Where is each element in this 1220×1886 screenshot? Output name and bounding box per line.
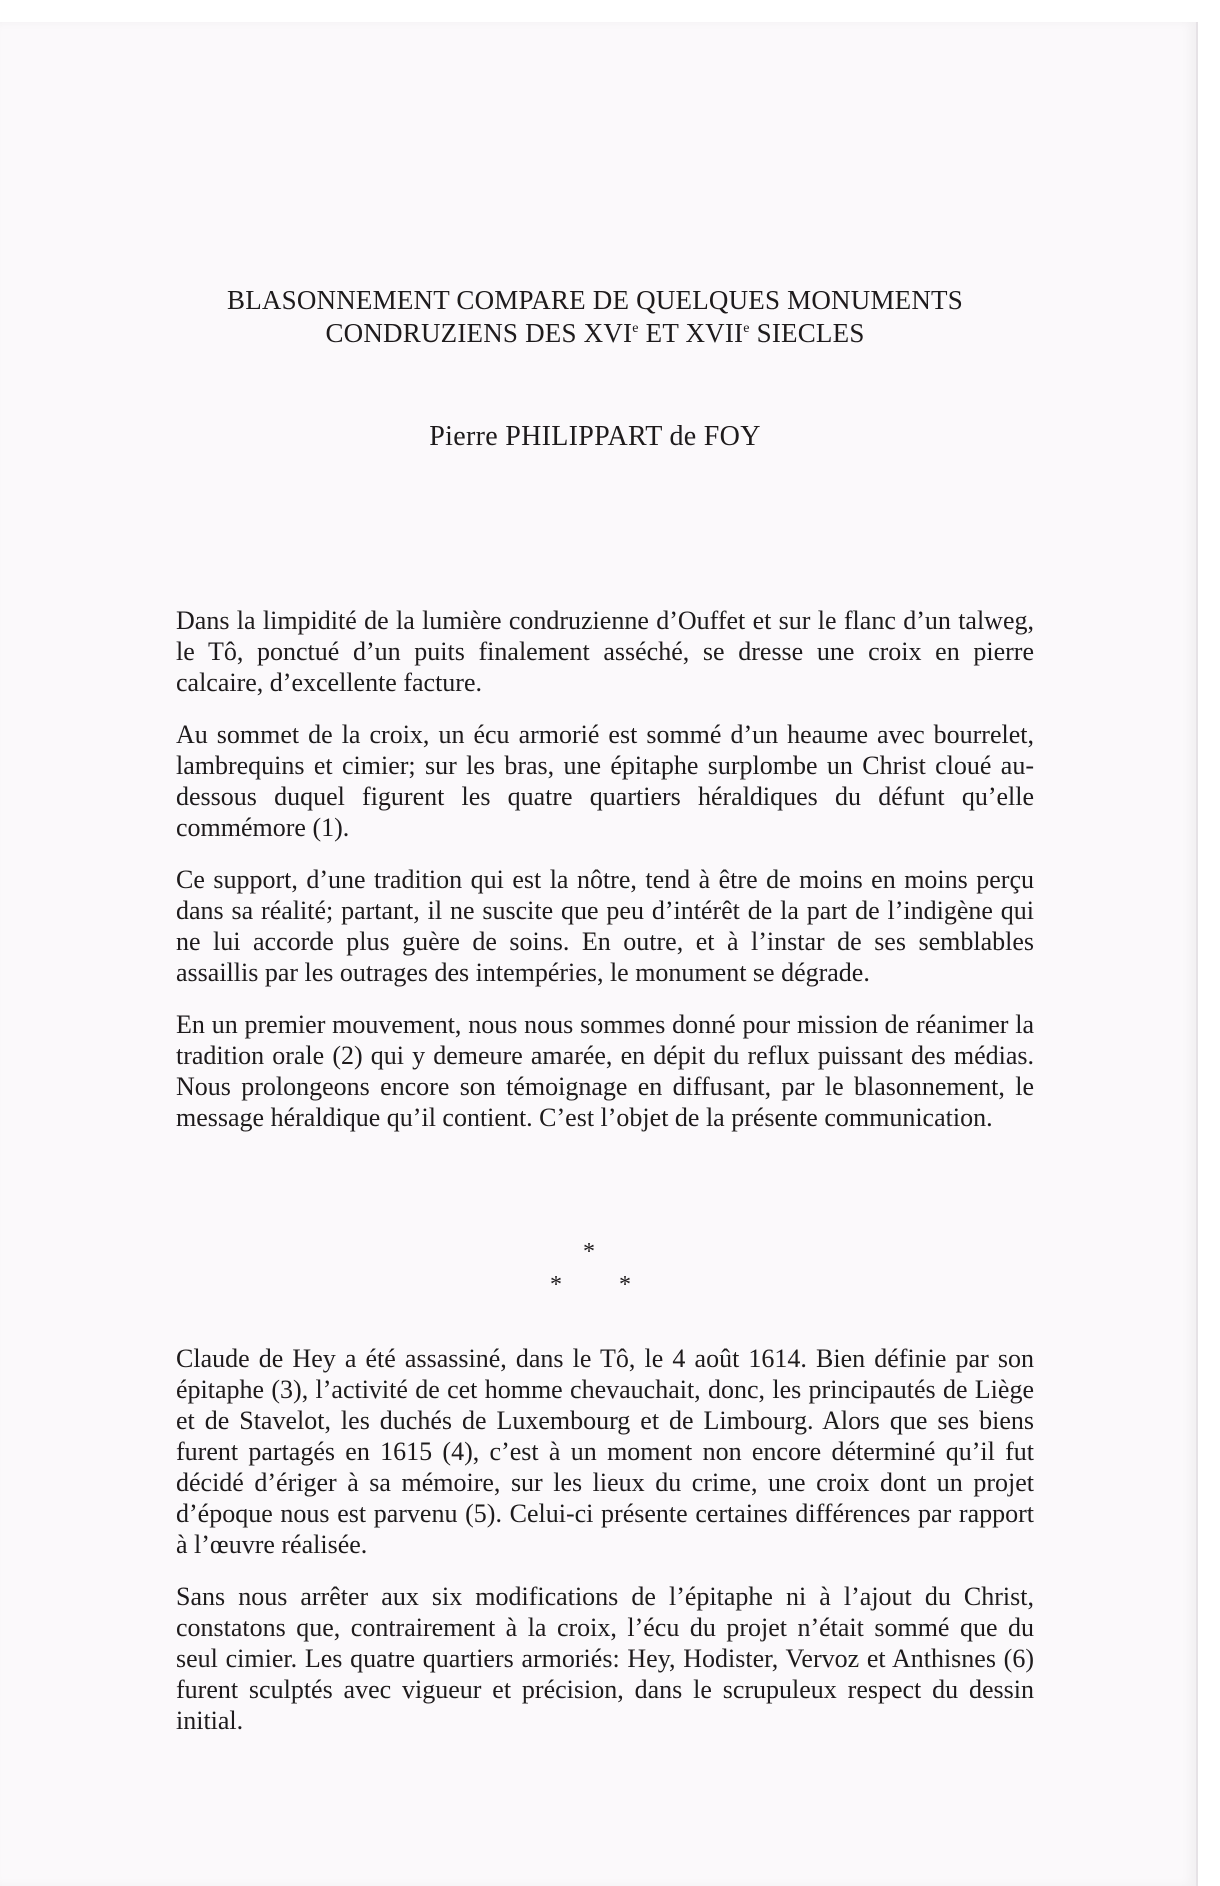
superscript-e-1: e [632,321,639,336]
article-title [130,284,1060,350]
title-line-2-part-c: SIECLES [749,318,865,348]
asterism-star-right: * [619,1272,631,1298]
body-section-2 [176,1343,1034,1757]
paragraph-3: Ce support, d’une tradition qui est la nôtre, tend à être de moins en moins perçu dans sa réalité; partant, il ne suscite que peu d’intérêt de la part de l’indigène qui ne lui accorde plus guère de soins. En outre, et à l’instar de ses semblables assaillis par les outrages des intempéries, le monument se dégrade. [176,865,1034,987]
paragraph-2: Au sommet de la croix, un écu armorié est sommé d’un heaume avec bourrelet, lambrequins et cimier; sur les bras, une épitaphe surplombe un Christ cloué au-dessous duquel figurent les quatre quartiers héraldiques du défunt qu’elle commémore (1). [176,720,1034,842]
title-line-2 [130,317,1060,350]
asterism-star-left: * [550,1272,562,1298]
body-section-1 [176,605,1034,1154]
title-line-2-part-b: ET XVII [638,318,744,348]
paragraph-4: En un premier mouvement, nous nous sommes donné pour mission de réanimer la tradition orale (2) qui y demeure amarée, en dépit du reflux puissant des médias. Nous prolongeons encore son témoignage en diffusant, par le blasonnement, le message héraldique qu’il contient. C’est l’objet de la présente communication. [176,1010,1034,1132]
paragraph-1: Dans la limpidité de la lumière condruzienne d’Ouffet et sur le flanc d’un talweg, le Tô, ponctué d’un puits finalement asséché, se dresse une croix en pierre calcaire, d’excellente facture. [176,606,1034,697]
superscript-e-2: e [743,321,750,336]
page-sheet [0,22,1198,1886]
paragraph-6: Sans nous arrêter aux six modifications de l’épitaphe ni à l’ajout du Christ, constatons que, contrairement à la croix, l’écu du projet n’était sommé que du seul cimier. Les quatre quartiers armoriés: Hey, Hodister, Vervoz et Anthisnes (6) furent sculptés avec vigueur et précision, dans le scrupuleux respect du dessin initial. [176,1582,1034,1735]
author-name: Pierre PHILIPPART de FOY [429,421,761,452]
title-line-2-part-a: CONDRUZIENS DES XVI [325,318,633,348]
asterism-star-top: * [583,1239,595,1265]
paragraph-5: Claude de Hey a été assassiné, dans le Tô, le 4 août 1614. Bien définie par son épitaphe (3), l’activité de cet homme chevauchait, donc, les principautés de Liège et de Stavelot, les duchés de Luxembourg et de Limbourg. Alors que ses biens furent partagés en 1615 (4), c’est à un moment non encore déterminé qu’il fut décidé d’ériger à sa mémoire, sur les lieux du crime, une croix dont un projet d’époque nous est parvenu (5). Celui-ci présente certaines différences par rapport à l’œuvre réalisée. [176,1344,1034,1559]
title-line-1: BLASONNEMENT COMPARE DE QUELQUES MONUMENTS [227,285,963,315]
